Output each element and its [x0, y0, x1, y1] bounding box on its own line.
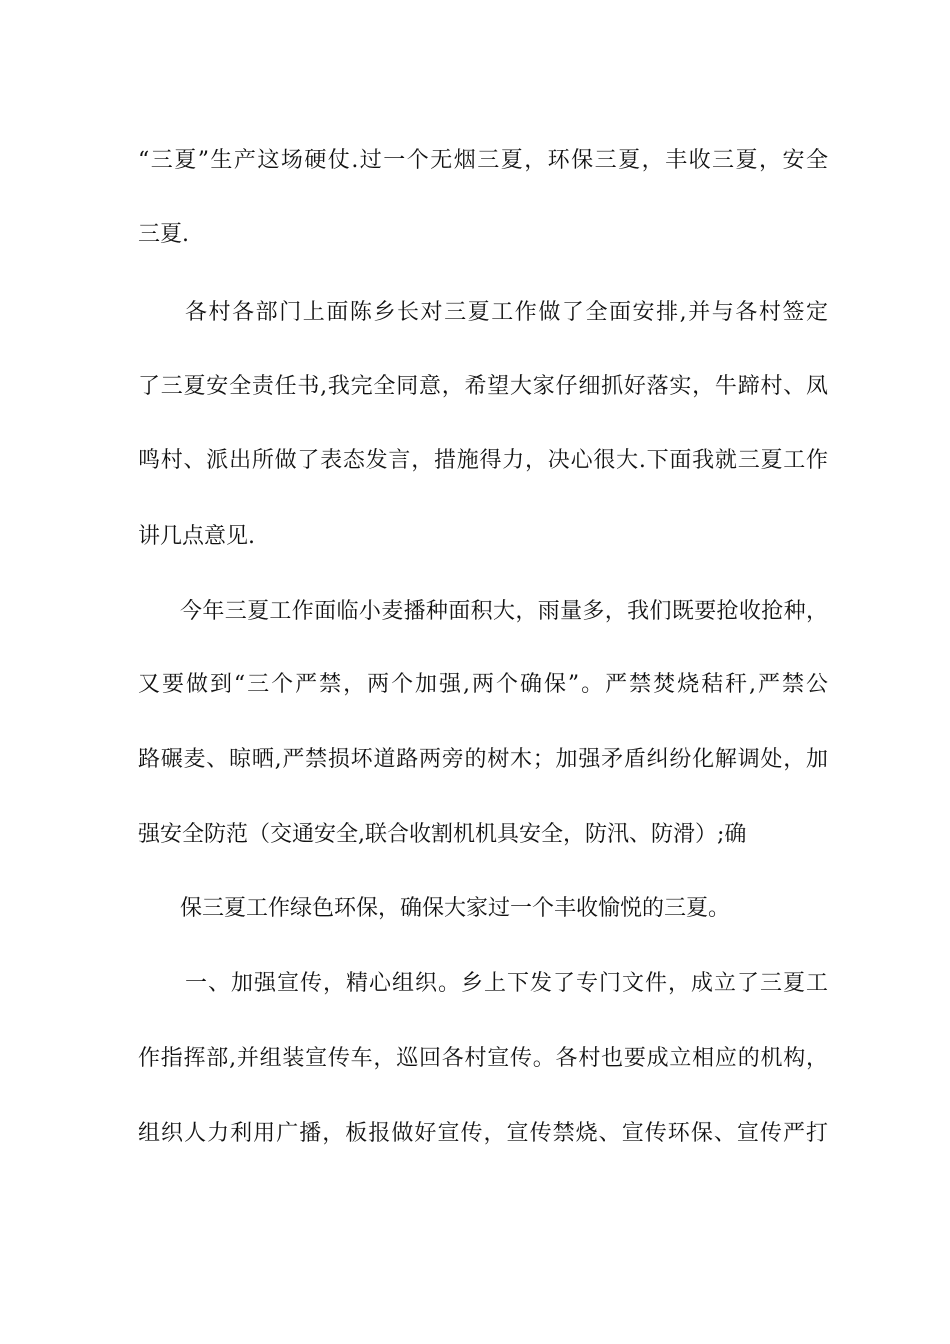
paragraph-first-line: 各村各部门上面陈乡长对三夏工作做了全面安排,并与各村签定: [185, 300, 828, 325]
text-line: 作指挥部,并组装宣传车，巡回各村宣传。各村也要成立相应的机构，: [138, 1046, 828, 1071]
section-heading-line: 一、加强宣传，精心组织。乡上下发了专门文件，成立了三夏工: [185, 971, 828, 996]
paragraph-first-line: 保三夏工作绿色环保，确保大家过一个丰收愉悦的三夏。: [180, 896, 731, 921]
text-line: “三夏”生产这场硬仗.过一个无烟三夏，环保三夏，丰收三夏，安全: [138, 148, 828, 173]
text-line: 了三夏安全责任书,我完全同意，希望大家仔细抓好落实，牛蹄村、凤: [138, 374, 828, 399]
text-line: 鸣村、派出所做了表态发言，措施得力，决心很大.下面我就三夏工作: [138, 448, 828, 473]
text-line: 路碾麦、晾晒,严禁损坏道路两旁的树木；加强矛盾纠纷化解调处，加: [138, 747, 828, 772]
text-line: 又要做到“三个严禁，两个加强,两个确保”。严禁焚烧秸秆,严禁公: [138, 672, 828, 697]
text-line: 组织人力利用广播，板报做好宣传，宣传禁烧、宣传环保、宣传严打: [138, 1121, 828, 1146]
text-line: 讲几点意见.: [138, 524, 255, 549]
paragraph-first-line: 今年三夏工作面临小麦播种面积大，雨量多，我们既要抢收抢种，: [180, 599, 828, 624]
text-line: 强安全防范（交通安全,联合收割机机具安全，防汛、防滑）;确: [138, 822, 747, 847]
text-line: 三夏.: [138, 222, 189, 247]
